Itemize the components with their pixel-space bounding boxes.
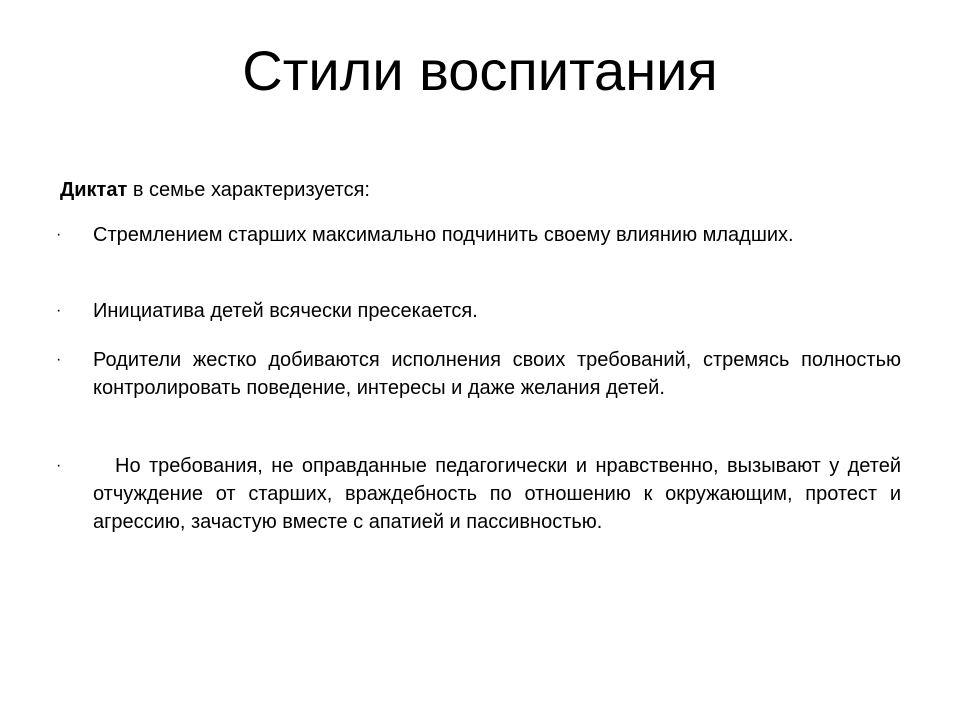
bullet-dot-icon: ·	[56, 226, 62, 243]
bullet-dot-icon: ·	[56, 457, 62, 474]
bullet-dot-icon: ·	[56, 351, 62, 368]
bullet-text: Родители жестко добиваются исполнения своих требований, стремясь полностью контролировать поведение, интересы и даже желания детей.	[93, 349, 901, 399]
slide-title: Стили воспитания	[242, 39, 718, 102]
bullet-dot-icon: ·	[56, 302, 62, 319]
intro-rest: в семье характеризуется:	[127, 179, 370, 201]
intro-bold-term: Диктат	[60, 179, 128, 201]
bullet-text: Стремлением старших максимально подчинить своему влиянию младших.	[93, 224, 794, 246]
bullet-text: Но требования, не оправданные педагогически и нравственно, вызывают у детей отчуждение от старших, враждебность по отношению к окружающим, протест и агрессию, зачастую вместе с апатией и пассивностью.	[93, 455, 901, 533]
intro-line	[60, 176, 370, 204]
bullet-text: Инициатива детей всячески пресекается.	[93, 300, 478, 322]
